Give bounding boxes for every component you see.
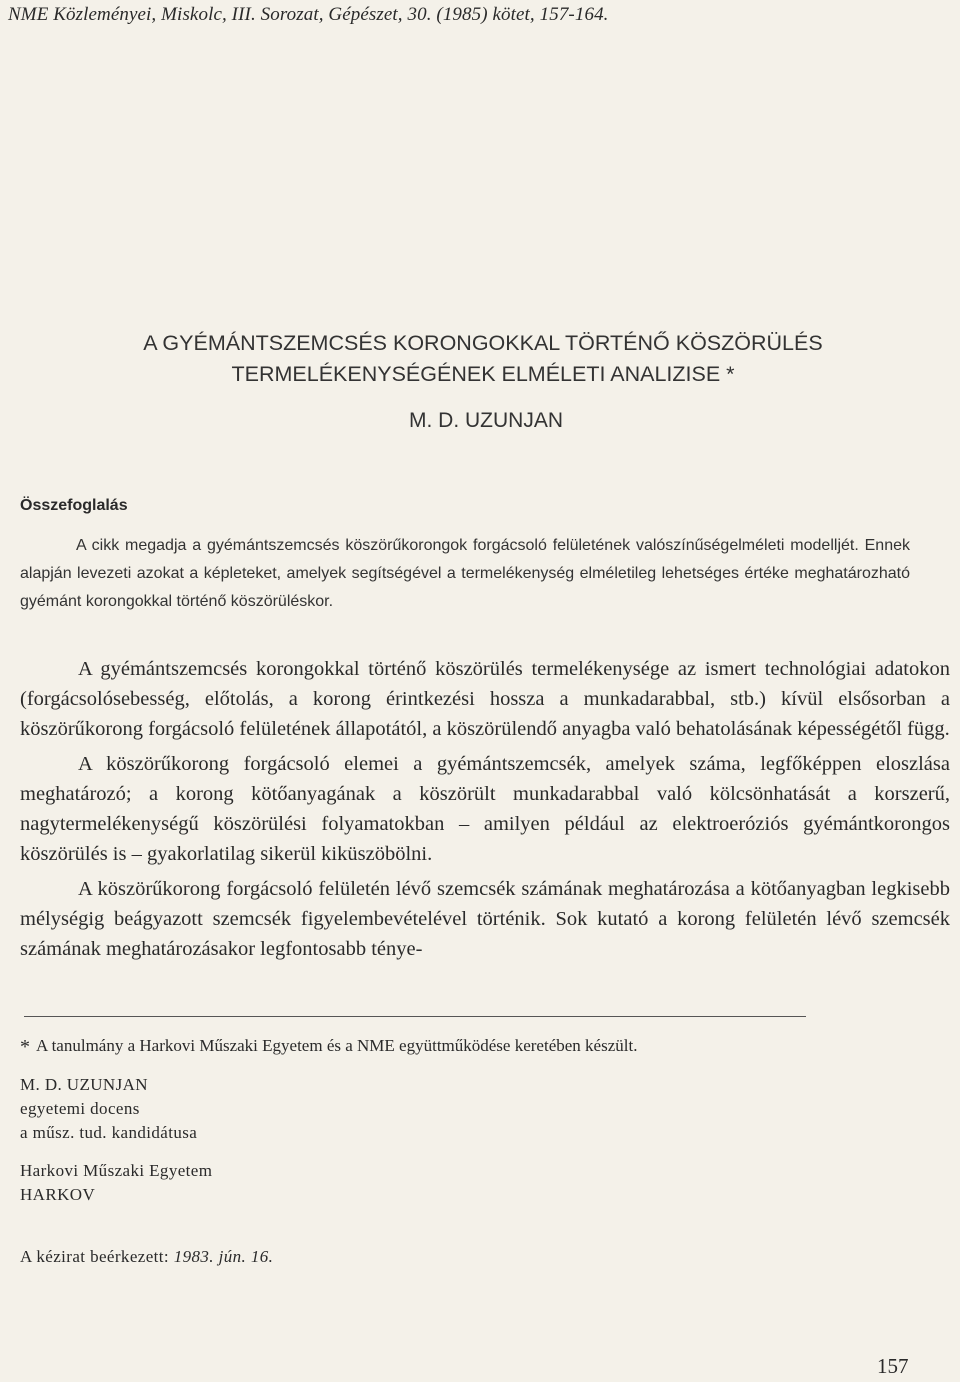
author-affiliation — [20, 1073, 212, 1207]
received-date-line — [20, 1247, 273, 1267]
received-date: 1983. jún. 16. — [173, 1247, 274, 1266]
body-text — [20, 654, 950, 969]
affiliation-city: HARKOV — [20, 1185, 96, 1204]
paragraph-1: A gyémántszemcsés korongokkal történő köszörülés termelékenysége az ismert technológiai adatokon (forgácsolósebesség, előtolás, a korong érintkezési hossza a munkadarabbal, stb.) kívül elsősorban a köszörűkorong forgácsoló felületének állapotától, a köszörülendő anyagba való behatolásának képességétől függ. — [20, 658, 950, 740]
affiliation-name: M. D. UZUNJAN — [20, 1075, 148, 1094]
received-label: A kézirat beérkezett: — [20, 1247, 170, 1266]
author-name: M. D. UZUNJAN — [409, 409, 563, 432]
journal-header: NME Közleményei, Miskolc, III. Sorozat, Gépészet, 30. (1985) kötet, 157-164. — [8, 4, 609, 25]
paragraph-2: A köszörűkorong forgácsoló elemei a gyémántszemcsék, amelyek száma, legfőképpen eloszlása meghatározó; a korong kötőanyagának a köszörült munkadarabbal való kölcsönhatását a korszerű, nagytermelékenységű köszörülési folyamatokban – amilyen például az elektroeróziós gyémántkorongos köszörülés is – gyakorlatilag sikerül kiküszöbölni. — [20, 753, 950, 865]
page-number: 157 — [877, 1354, 909, 1378]
affiliation-position: egyetemi docens — [20, 1099, 140, 1118]
footnote-divider — [24, 1016, 806, 1017]
affiliation-degree: a műsz. tud. kandidátusa — [20, 1123, 198, 1142]
title-line-1: A GYÉMÁNTSZEMCSÉS KORONGOKKAL TÖRTÉNŐ KÖSZÖRÜLÉS — [143, 331, 823, 355]
abstract-text: A cikk megadja a gyémántszemcsés köszörűkorongok forgácsoló felületének valószínűségelméleti modelljét. Ennek alapján levezeti azokat a képleteket, amelyek segítségével a termelékenység elméletileg lehetséges értéke meghatározható gyémánt korongokkal történő köszörüléskor. — [20, 537, 910, 610]
footnote-text: A tanulmány a Harkovi Műszaki Egyetem és a NME együttműködése keretében készült. — [36, 1036, 638, 1055]
affiliation-institution: Harkovi Műszaki Egyetem — [20, 1161, 213, 1180]
footnote — [20, 1034, 920, 1059]
paragraph-3: A köszörűkorong forgácsoló felületén lévő szemcsék számának meghatározása a kötőanyagban legkisebb mélységig beágyazott szemcsék figyelembevételével történik. Sok kutató a korong felületén lévő szemcsék számának meghatározásakor legfontosabb ténye- — [20, 878, 950, 960]
article-title — [0, 328, 960, 390]
abstract-heading: Összefoglalás — [20, 497, 128, 514]
footnote-marker: * — [20, 1036, 30, 1058]
title-line-2: TERMELÉKENYSÉGÉNEK ELMÉLETI ANALIZISE * — [231, 362, 735, 386]
